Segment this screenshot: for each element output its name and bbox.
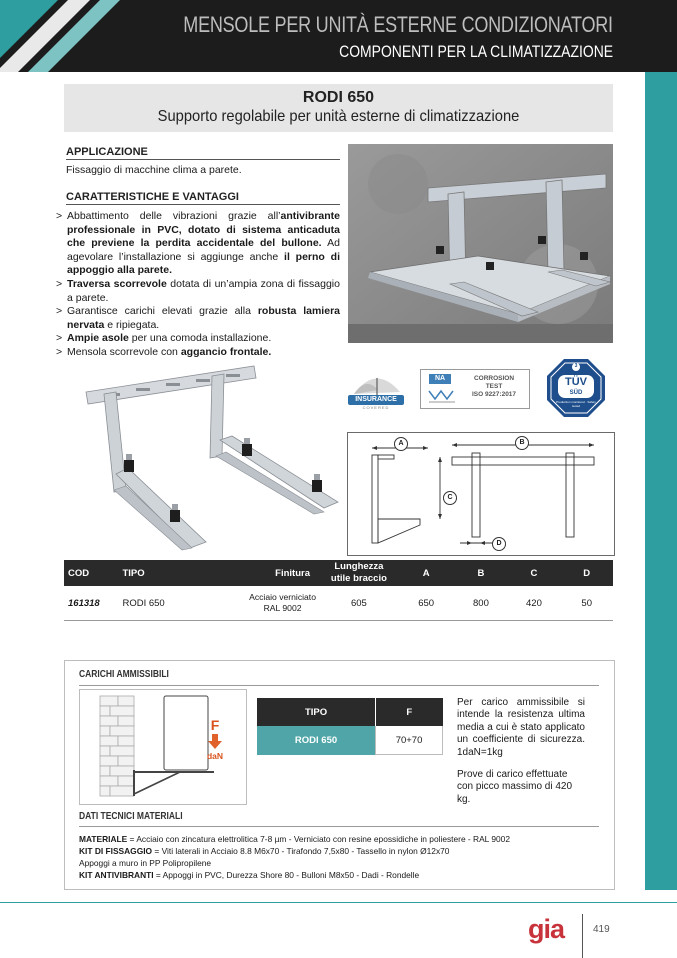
installed-bracket-photo (348, 144, 613, 343)
corrosion-line3: ISO 9227:2017 (471, 391, 517, 398)
sud-label: SÜD (558, 389, 594, 398)
cell-finitura (201, 586, 320, 621)
tuv-badge (546, 358, 606, 418)
loads-table-header (257, 698, 443, 726)
label-a: A (394, 437, 408, 451)
feature-text: Ampie asole (67, 332, 129, 345)
col-d: D (560, 560, 613, 586)
loads-table (257, 698, 443, 755)
cell-cod: 161318 (64, 586, 118, 621)
product-table (64, 560, 613, 621)
header-subtitle: COMPONENTI PER LA CLIMATIZZAZIONE (339, 42, 613, 61)
material-line (79, 857, 607, 869)
footer-line (0, 902, 677, 903)
feature-item (56, 278, 340, 305)
header-stripes-decoration (0, 0, 140, 72)
down-arrow-icon (208, 734, 222, 750)
force-label: F (210, 717, 220, 733)
finitura-line2: RAL 9002 (263, 603, 302, 613)
bracket-product-photo (66, 362, 344, 554)
side-accent-bar (645, 72, 677, 890)
feature-item (56, 332, 340, 346)
feature-text: Traversa scorrevole (67, 277, 167, 290)
col-tipo: TIPO (118, 560, 201, 586)
loads-notes (457, 697, 585, 806)
insurance-label: INSURANCE (355, 396, 397, 403)
corrosion-line1: CORROSION (473, 375, 515, 382)
cell-c: 420 (507, 586, 560, 621)
loads-note-1: Per carico ammissibile si intende la resistenza ultima media a cui è stato applicato un coefficiente di sicurezza. 1daN=1kg (457, 697, 585, 758)
col-a: A (398, 560, 455, 586)
materials-list (79, 833, 607, 881)
features-list (56, 210, 340, 360)
application-section (66, 146, 340, 178)
feature-text: Abbattimento delle vibrazioni grazie all’ (67, 210, 281, 222)
corrosion-icon (427, 385, 457, 405)
corrosion-test-badge (420, 369, 530, 409)
material-line (79, 833, 607, 845)
feature-text: robusta lamiera nervata (67, 305, 340, 331)
col-c: C (507, 560, 560, 586)
product-title-box (64, 84, 613, 132)
tuv-number: 3 (574, 363, 578, 369)
loads-heading: CARICHI AMMISSIBILI (79, 669, 599, 686)
loads-table-row (257, 726, 443, 755)
tuv-label: TÜV (558, 375, 594, 389)
loads-col-f: F (376, 698, 443, 726)
cell-d: 50 (560, 586, 613, 621)
insurance-badge (344, 364, 408, 412)
finitura-line1: Acciaio verniciato (249, 592, 316, 602)
loads-box (64, 660, 615, 890)
na-label: NA (429, 374, 451, 384)
loads-col-tipo: TIPO (257, 698, 376, 726)
application-text: Fissaggio di macchine clima a parete. (66, 164, 242, 176)
application-heading: APPLICAZIONE (66, 146, 340, 160)
table-row (64, 586, 613, 621)
material-text: = Acciaio con zincatura elettrolitica 7-8 µm - Verniciato con resine epossidiche in poliestere - RAL 9002 (127, 834, 510, 844)
feature-item (56, 305, 340, 332)
product-description: Supporto regolabile per unità esterne di climatizzazione (157, 108, 520, 125)
loads-cell-f: 70+70 (376, 726, 443, 755)
technical-drawing (347, 432, 615, 556)
feature-text: per una comoda installazione. (128, 332, 272, 345)
cell-b: 800 (454, 586, 507, 621)
cell-tipo: RODI 650 (118, 586, 201, 621)
insurance-sublabel: COVERED (362, 405, 390, 410)
feature-text: Mensola scorrevole con (67, 345, 181, 358)
dimension-diagram (348, 433, 614, 555)
footer-divider (582, 914, 583, 958)
brand-logo: gia (528, 914, 565, 944)
page-number: 419 (593, 924, 610, 935)
col-lunghezza: Lunghezza utile braccio (320, 560, 398, 586)
corrosion-line2: TEST (485, 383, 503, 390)
cell-a: 650 (398, 586, 455, 621)
label-d: D (492, 537, 506, 551)
col-b: B (454, 560, 507, 586)
col-cod: COD (64, 560, 118, 586)
label-c: C (443, 491, 457, 505)
material-label: KIT ANTIVIBRANTI (79, 870, 154, 880)
features-heading: CARATTERISTICHE E VANTAGGI (66, 191, 340, 205)
material-label: MATERIALE (79, 834, 128, 844)
cell-lunghezza: 605 (320, 586, 398, 621)
feature-text: Garantisce carichi elevati grazie alla (67, 305, 258, 318)
product-name: RODI 650 (302, 89, 375, 106)
feature-text: il perno di appoggio alla parete. (67, 250, 340, 277)
material-line (79, 869, 607, 881)
materials-heading: DATI TECNICI MATERIALI (79, 811, 599, 827)
material-text: = Appoggi in PVC, Durezza Shore 80 - Bulloni M8x50 - Dadi - Rondelle (153, 870, 420, 880)
tuv-small-text: Production monitored · Safety tested (556, 400, 596, 408)
feature-text: antivibrante professionale in PVC, dotato di sistema anticaduta che previene la perdita accidentale del bullone. (67, 210, 340, 250)
page-header (0, 0, 677, 72)
material-text: = Viti laterali in Acciaio 8.8 M6x70 - Tirafondo 7,5x80 - Tassello in nylon Ø12x70 (152, 846, 450, 856)
material-label: KIT DI FISSAGGIO (79, 846, 153, 856)
features-section (56, 191, 340, 360)
material-line (79, 845, 607, 857)
feature-text: e ripiegata. (104, 318, 160, 331)
table-header-row (64, 560, 613, 586)
feature-text: dotata di un’ampia zona di fissaggio a parete. (67, 277, 340, 304)
feature-item (56, 346, 340, 360)
material-text: Appoggi a muro in PP Polipropilene (79, 858, 212, 868)
unit-label: daN (206, 751, 224, 761)
feature-item (56, 210, 340, 278)
label-b: B (515, 436, 529, 450)
feature-text: aggancio frontale. (180, 345, 272, 358)
feature-text: Ad agevolare l’installazione si aggiunge anche (67, 237, 340, 263)
loads-note-2: Prove di carico effettuate con picco massimo di 420 kg. (457, 769, 573, 805)
header-title: MENSOLE PER UNITÀ ESTERNE CONDIZIONATORI (183, 12, 613, 37)
col-finitura: Finitura (201, 560, 320, 586)
loads-cell-tipo: RODI 650 (257, 726, 376, 755)
